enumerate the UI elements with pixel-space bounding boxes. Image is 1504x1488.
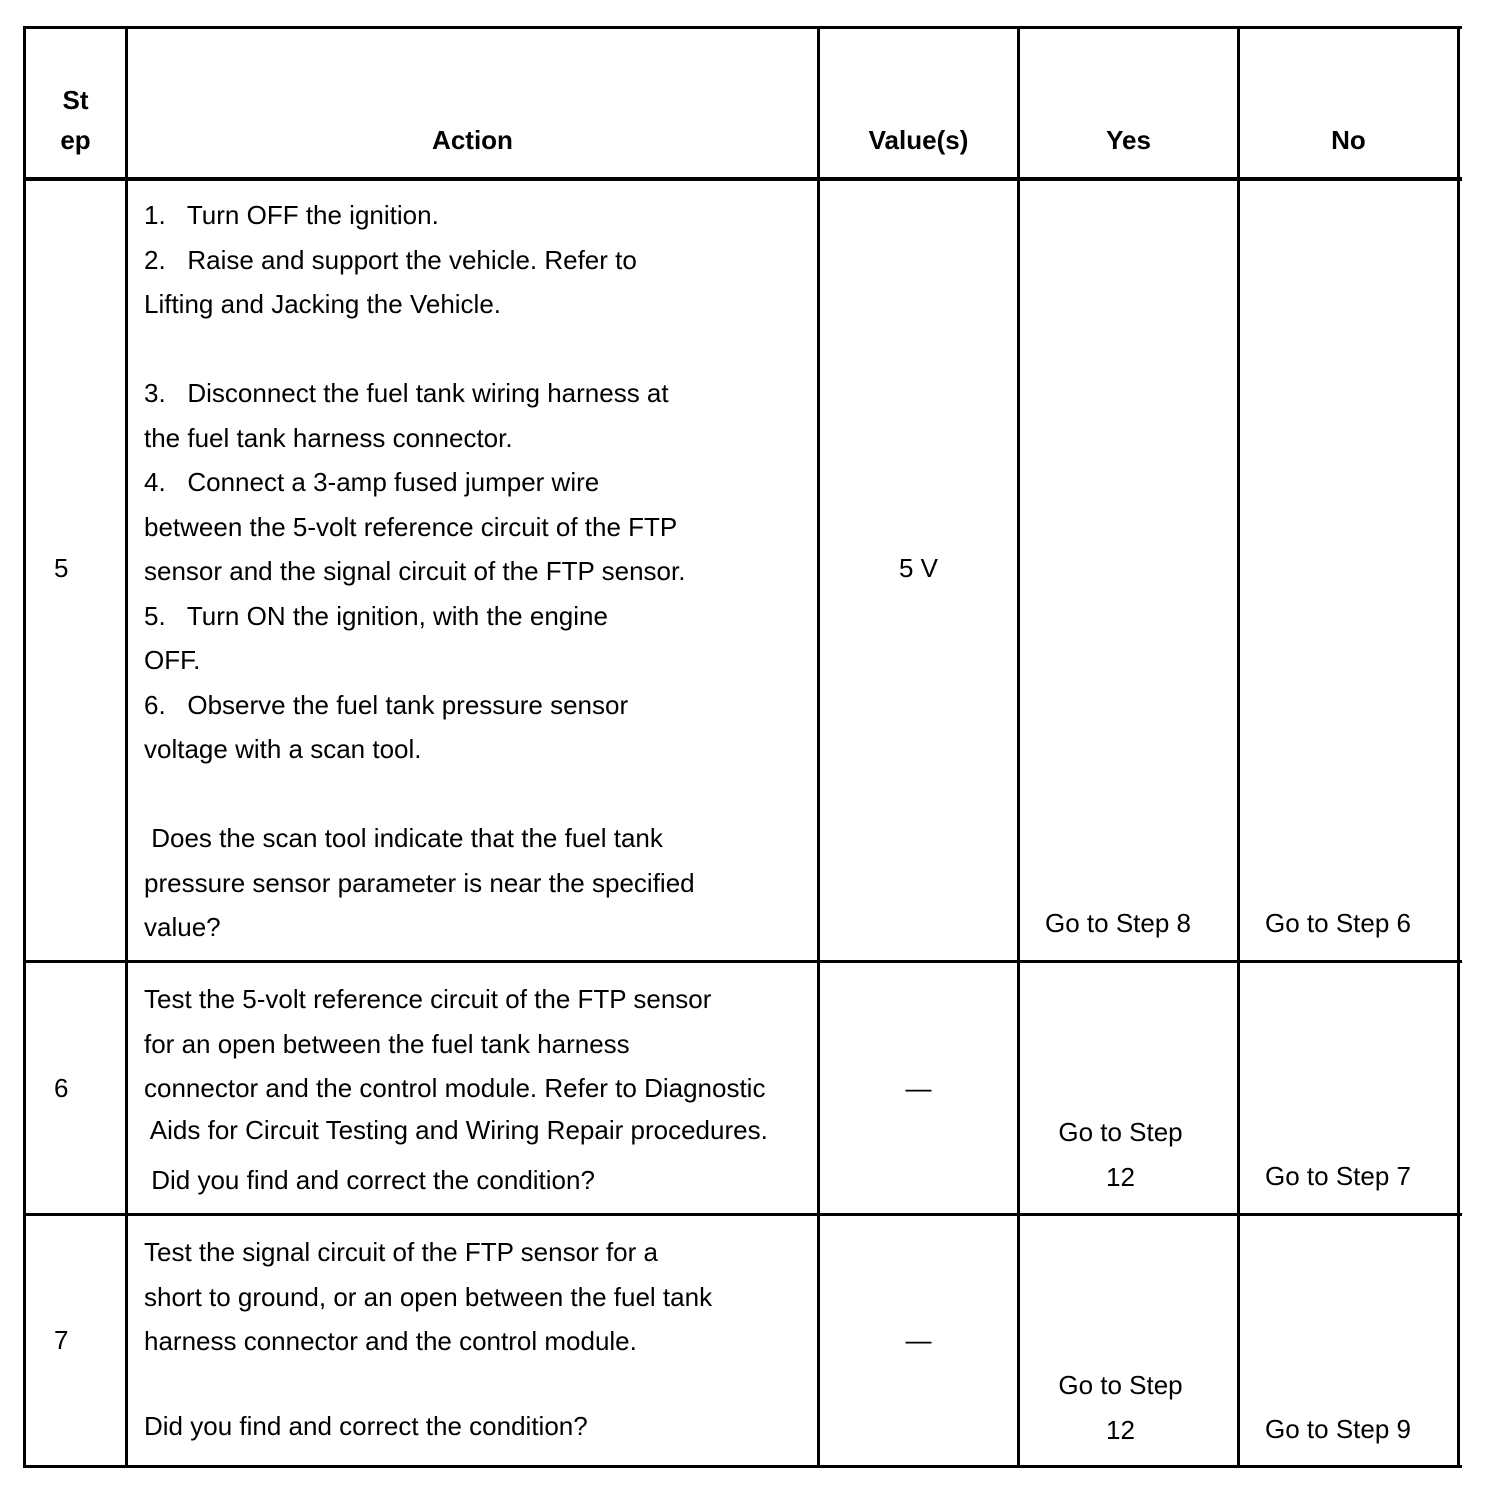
- action-text-line: harness connector and the control module.: [144, 1326, 637, 1356]
- action-text-line: 1. Turn OFF the ignition.: [144, 200, 439, 230]
- header-step-line2: ep: [60, 125, 91, 155]
- action-text-line: between the 5-volt reference circuit of the FTP: [144, 511, 678, 542]
- action-text-line: short to ground, or an open between the fuel tank: [144, 1281, 713, 1312]
- table-row-action: [144, 1230, 816, 1448]
- column-divider: [1017, 26, 1020, 1468]
- table-row-yes: [1020, 1363, 1221, 1452]
- table-border-right: [1457, 26, 1460, 1468]
- yes-text-line: Go to Step 8: [1045, 908, 1191, 938]
- row-divider: [23, 1213, 1462, 1216]
- row-divider: [23, 960, 1462, 963]
- header-step: [26, 80, 125, 160]
- table-row-step: 7: [54, 1325, 69, 1355]
- table-row-no: [1240, 1154, 1436, 1199]
- yes-text-line: Go to Step: [1058, 1117, 1183, 1147]
- action-text-line: OFF.: [144, 645, 201, 675]
- yes-text-line: Go to Step: [1058, 1370, 1183, 1400]
- header-yes: Yes: [1106, 125, 1151, 155]
- table-row-yes: [1020, 901, 1216, 946]
- no-text-line: Go to Step 9: [1265, 1414, 1411, 1444]
- header-step-line1: St: [62, 85, 89, 115]
- action-text-line: the fuel tank harness connector.: [144, 422, 513, 453]
- column-divider: [1237, 26, 1240, 1468]
- table-row-step: 6: [54, 1073, 69, 1103]
- action-text-line: for an open between the fuel tank harness: [144, 1028, 630, 1059]
- action-text-line: Does the scan tool indicate that the fuel tank: [144, 823, 663, 853]
- table-row-yes: [1020, 1110, 1221, 1199]
- header-action: Action: [432, 125, 513, 155]
- action-text-line: pressure sensor parameter is near the specified: [144, 867, 695, 898]
- no-text-line: Go to Step 7: [1265, 1161, 1411, 1191]
- diagnostic-table: [23, 26, 1462, 1470]
- action-text-line: connector and the control module. Refer to Diagnostic: [144, 1073, 766, 1103]
- header-values: Value(s): [868, 125, 969, 155]
- action-text-line: Did you find and correct the condition?: [144, 1164, 595, 1195]
- yes-text-line: 12: [1106, 1161, 1135, 1192]
- table-row-action: [144, 193, 816, 950]
- action-text-line: sensor and the signal circuit of the FTP sensor.: [144, 556, 686, 586]
- table-row-step: 5: [54, 553, 69, 583]
- table-row-value: 5 V: [898, 553, 939, 583]
- no-text-line: Go to Step 6: [1265, 908, 1411, 938]
- table-border-bottom: [23, 1465, 1462, 1468]
- header-no: No: [1331, 125, 1366, 155]
- action-text-line: 4. Connect a 3-amp fused jumper wire: [144, 467, 600, 497]
- table-border-left: [23, 26, 26, 1468]
- column-divider: [817, 26, 820, 1468]
- action-text-line: Test the signal circuit of the FTP sensor for a: [144, 1237, 658, 1267]
- action-text-line: 3. Disconnect the fuel tank wiring harness at: [144, 378, 669, 408]
- action-text-line: Aids for Circuit Testing and Wiring Repair procedures.: [144, 1114, 768, 1145]
- header-divider: [23, 177, 1462, 181]
- yes-text-line: 12: [1106, 1414, 1135, 1445]
- column-divider: [125, 26, 128, 1468]
- action-text-line: Lifting and Jacking the Vehicle.: [144, 289, 502, 319]
- action-text-line: Test the 5-volt reference circuit of the FTP sensor: [144, 984, 712, 1014]
- table-row-action: [144, 977, 816, 1211]
- action-text-line: 6. Observe the fuel tank pressure sensor: [144, 689, 629, 720]
- action-text-line: value?: [144, 912, 221, 942]
- action-text-line: 5. Turn ON the ignition, with the engine: [144, 600, 608, 631]
- table-row-value: —: [905, 1325, 932, 1355]
- action-text-line: Did you find and correct the condition?: [144, 1410, 588, 1441]
- table-row-value: —: [905, 1073, 932, 1103]
- table-border-top: [23, 26, 1462, 29]
- table-row-no: [1240, 1407, 1436, 1452]
- table-row-no: [1240, 901, 1436, 946]
- action-text-line: 2. Raise and support the vehicle. Refer to: [144, 244, 637, 275]
- action-text-line: voltage with a scan tool.: [144, 734, 422, 764]
